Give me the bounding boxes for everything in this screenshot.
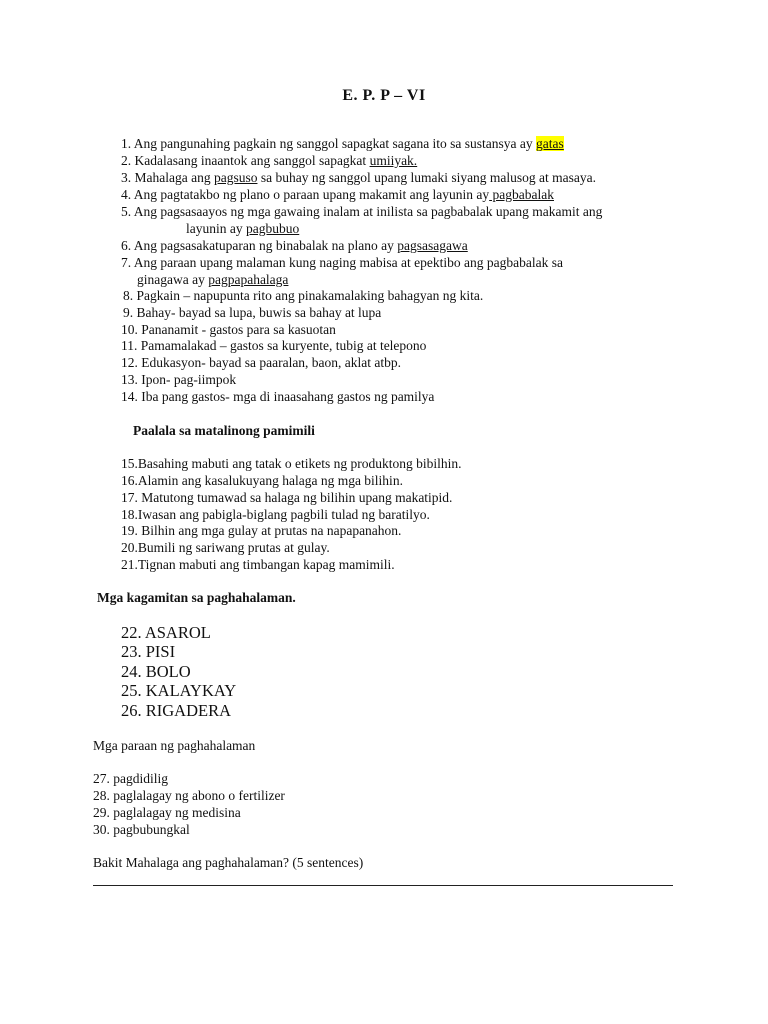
page-title: E. P. P – VI [342,87,426,104]
section-heading-shopping: Paalala sa matalinong pamimili [133,423,315,438]
list-item: 29. paglalagay ng medisina [93,805,241,820]
list-item: 21.Tignan mabuti ang timbangan kapag mamimili. [121,557,395,572]
list-item: 24. BOLO [121,662,191,681]
list-item: 23. PISI [121,642,176,661]
answer-line[interactable] [93,885,673,886]
item-text: ginagawa ay [137,272,209,287]
list-item: 8. Pagkain – napupunta rito ang pinakamalaking bahagyan ng kita. [123,288,484,303]
item-text: 7. Ang paraan upang malaman kung naging mabisa at epektibo ang pagbabalak sa [121,255,563,270]
item-text: 2. Kadalasang inaantok ang sanggol sapagkat [121,153,370,168]
list-item: 12. Edukasyon- bayad sa paaralan, baon, aklat atbp. [121,355,402,370]
list-item: 16.Alamin ang kasalukuyang halaga ng mga bilihin. [121,473,403,488]
list-item [121,204,602,220]
list-item: 22. ASAROL [121,623,211,642]
list-item: 11. Pamamalakad – gastos sa kuryente, tubig at telepono [121,338,427,353]
list-item: 19. Bilhin ang mga gulay at prutas na napapanahon. [121,523,402,538]
list-item-continuation [137,272,288,288]
list-item: 9. Bahay- bayad sa lupa, buwis sa bahay at lupa [123,305,382,320]
item-text: 1. Ang pangunahing pagkain ng sanggol sapagkat sagana ito sa sustansya ay [121,136,537,151]
list-item: 17. Matutong tumawad sa halaga ng bilihin upang makatipid. [121,490,453,505]
answer-underlined: pagbubuo [246,221,300,236]
item-text: 6. Ang pagsasakatuparan ng binabalak na plano ay [121,238,398,253]
item-text: 3. Mahalaga ang [121,170,214,185]
item-text: 5. Ang pagsasaayos ng mga gawaing inalam at inilista sa pagbabalak upang makamit ang [121,204,603,219]
list-item: 20.Bumili ng sariwang prutas at gulay. [121,540,330,555]
list-item: 14. Iba pang gastos- mga di inaasahang gastos ng pamilya [121,389,435,404]
list-item: 10. Pananamit - gastos para sa kasuotan [121,322,336,337]
section-heading-tools: Mga kagamitan sa paghahalaman. [97,590,296,605]
answer-highlighted: gatas [536,136,564,151]
answer-underlined: umiiyak. [369,153,418,168]
list-item [121,255,563,271]
list-item: 18.Iwasan ang pabigla-biglang pagbili tulad ng baratilyo. [121,507,430,522]
list-item [121,238,468,254]
answer-underlined: pagbabalak [489,187,554,202]
item-text: layunin ay [186,221,246,236]
answer-underlined: pagsuso [213,170,258,185]
list-item: 15.Basahing mabuti ang tatak o etikets ng produktong bibilhin. [121,456,462,471]
essay-question: Bakit Mahalaga ang paghahalaman? (5 sentences) [93,855,364,870]
list-item: 28. paglalagay ng abono o fertilizer [93,788,285,803]
list-item [121,153,417,169]
list-item [121,136,564,152]
list-item: 13. Ipon- pag-iimpok [121,372,237,387]
list-item-continuation [186,221,299,237]
answer-underlined: pagsasagawa [397,238,468,253]
list-item [121,187,554,203]
answer-underlined: pagpapahalaga [208,272,289,287]
list-item: 26. RIGADERA [121,701,231,720]
list-item: 27. pagdidilig [93,771,168,786]
list-item: 25. KALAYKAY [121,681,237,700]
list-item [121,170,596,186]
section-heading-methods: Mga paraan ng paghahalaman [93,738,256,753]
item-text: 4. Ang pagtatakbo ng plano o paraan upang makamit ang layunin ay [121,187,490,202]
item-text: sa buhay ng sanggol upang lumaki siyang malusog at masaya. [257,170,597,185]
list-item: 30. pagbubungkal [93,822,190,837]
